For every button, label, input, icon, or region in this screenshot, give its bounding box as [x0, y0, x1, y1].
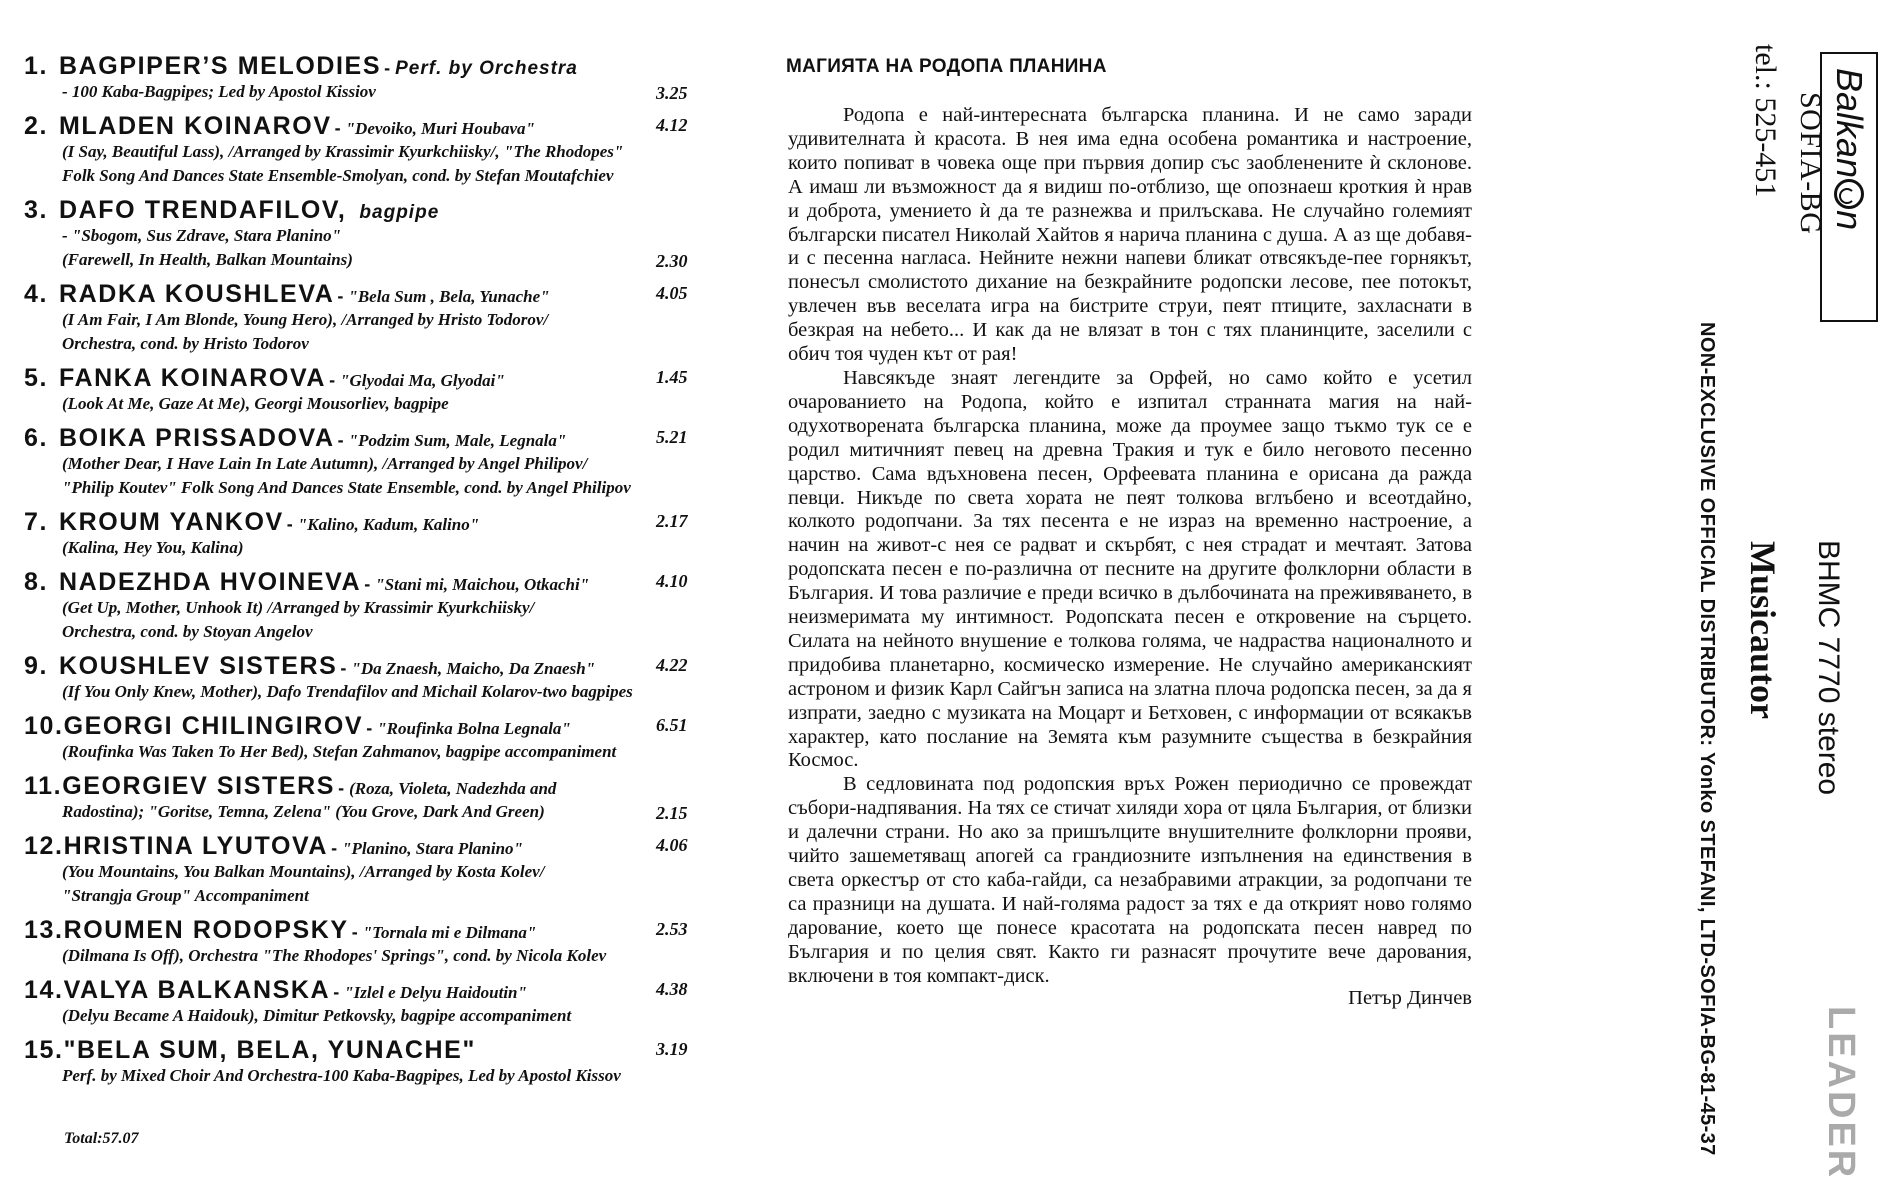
track-number: 10.	[24, 712, 64, 740]
track-title: (Roza, Violeta, Nadezhda and	[349, 779, 557, 798]
track-artist: HRISTINA LYUTOVA	[63, 832, 329, 860]
track-title: "Kalino, Kadum, Kalino"	[297, 515, 480, 534]
track-detail-text: (You Mountains, You Balkan Mountains), /Arranged by Kosta Kolev/	[62, 862, 545, 881]
track-separator: -	[337, 430, 344, 450]
track-separator	[346, 202, 359, 222]
track-duration: 5.21	[656, 427, 688, 447]
track-title: "Da Znaesh, Maicho, Da Znaesh"	[351, 659, 596, 678]
track-number: 13.	[24, 916, 64, 944]
track-detail-text: (Dilmana Is Off), Orchestra "The Rhodopes' Springs", cond. by Nicola Kolev	[62, 946, 607, 965]
track-detail-text: Radostina); "Goritse, Temna, Zelena" (You Grove, Dark And Green)	[62, 802, 545, 821]
logo-o-icon	[1834, 179, 1864, 209]
track-detail-text: (Look At Me, Gaze At Me), Georgi Mousorliev, bagpipe	[62, 394, 449, 413]
track-separator: -	[337, 286, 344, 306]
track-item	[24, 652, 704, 706]
track-detail	[24, 310, 704, 334]
track-number: 15.	[24, 1036, 64, 1064]
track-duration: 3.25	[656, 83, 688, 103]
track-detail	[24, 226, 704, 250]
track-detail	[24, 946, 704, 970]
logo-text-start: Balkan	[1829, 68, 1870, 179]
track-separator: -	[334, 118, 341, 138]
track-duration: 4.06	[656, 835, 688, 855]
article-paragraph: В седловината под родопския връх Рожен периодично се провеждат събори-надпявания. На тях се стичат хиляди хора от цяла България, от близки и далечни страни. Но ако за пришълците внушителните фолклорни прояви, чийто зашеметяващ апогей са грандиозните изпълнения на единствения в света оркестър от сто каба-гайди, са незабравими атракции, за родопчани те са празници на душата. И най-голяма радост за тях е да открият ново голямо дарование, което ще понесе красотата на родопската песен навред по България и по целия свят. Както ги разнасят прочутите вече дарования, включени в тоя компакт-диск.	[788, 773, 1472, 987]
track-performer: Perf. by Orchestra	[395, 58, 578, 79]
track-artist: NADEZHDA HVOINEVA	[59, 568, 362, 596]
track-detail	[24, 802, 704, 826]
track-artist: BOIKA PRISSADOVA	[59, 424, 335, 452]
article-paragraph: Родопа е най-интересната българска планина. И не само заради удивителната ѝ красота. В нея има една особена романтика и настроение, които попиват в човека още при първия допир със заобленените ѝ склонове. А имаш ли възможност да я видиш по-отблизо, ще опознаеш кроткия ѝ нрав и доброта, умението ѝ да те разнежва и прилъскава. Не случайно големият български писател Николай Хайтов я нарича планина с душа. А аз ще добавя-и с песенна нагласа. Нейните нежни напеви бликат отвсякъде-пее горнякът, понесъл смолистото дихание на безкрайните родопски лесове, пее потокът, увлечен във веселата игра на бистрите струи, пеят птиците, захласнати в безкрая на небето... И как да не влязат в тон с тях планинците, заселили с обич тоя чуден кът от рая!	[788, 104, 1472, 366]
track-duration: 4.38	[656, 979, 688, 999]
track-item	[24, 364, 704, 418]
track-detail	[24, 886, 704, 910]
track-detail-text: "Philip Koutev" Folk Song And Dances State Ensemble, cond. by Angel Philipov	[62, 478, 631, 497]
track-item	[24, 916, 704, 970]
track-artist: FANKA KOINAROVA	[59, 364, 327, 392]
track-artist: RADKA KOUSHLEVA	[59, 280, 335, 308]
track-duration: 2.17	[656, 511, 688, 531]
track-title: "Stani mi, Maichou, Otkachi"	[375, 575, 590, 594]
track-detail	[24, 598, 704, 622]
track-duration: 2.30	[656, 251, 688, 271]
track-number: 3.	[24, 196, 49, 224]
track-artist: DAFO TRENDAFILOV,	[59, 196, 347, 224]
track-detail	[24, 742, 704, 766]
track-artist: ROUMEN RODOPSKY	[63, 916, 349, 944]
track-item	[24, 112, 704, 190]
track-detail-text: (Delyu Became A Haidouk), Dimitur Petkovsky, bagpipe accompaniment	[62, 1006, 572, 1025]
track-detail	[24, 82, 704, 106]
track-separator: -	[333, 982, 340, 1002]
track-detail	[24, 454, 704, 478]
track-separator: -	[340, 658, 347, 678]
track-detail-text: (Farewell, In Health, Balkan Mountains)	[62, 250, 353, 269]
article-title: МАГИЯТА НА РОДОПА ПЛАНИНА	[786, 56, 1107, 77]
track-detail	[24, 166, 704, 190]
track-number: 14.	[24, 976, 64, 1004]
track-number: 12.	[24, 832, 64, 860]
track-number: 5.	[24, 364, 49, 392]
leader-stamp: LEADER	[1820, 1006, 1862, 1181]
track-title: "Devoiko, Muri Houbava"	[345, 119, 535, 138]
track-artist: GEORGI CHILINGIROV	[63, 712, 364, 740]
track-detail-text: "Strangja Group" Accompaniment	[62, 886, 309, 905]
track-artist: VALYA BALKANSKA	[63, 976, 331, 1004]
track-detail-text: (I Am Fair, I Am Blonde, Young Hero), /Arranged by Hristo Todorov/	[62, 310, 549, 329]
track-detail-text: (I Say, Beautiful Lass), /Arranged by Krassimir Kyurkchiisky/, "The Rhodopes"	[62, 142, 624, 161]
track-duration: 6.51	[656, 715, 688, 735]
track-detail-text: - 100 Kaba-Bagpipes; Led by Apostol Kissiov	[62, 82, 376, 101]
track-artist: KOUSHLEV SISTERS	[59, 652, 338, 680]
distributor-line: NON-EXCLUSIVE OFFICIAL DISTRIBUTOR: Yonko STEFANI, LTD-SOFIA-BG-81-45-37	[1696, 322, 1718, 1156]
track-detail	[24, 142, 704, 166]
track-item	[24, 508, 704, 562]
track-item	[24, 976, 704, 1030]
article-signature: Петър Динчев	[1348, 986, 1472, 1009]
track-duration: 2.15	[656, 803, 688, 823]
track-separator: -	[364, 574, 371, 594]
track-number: 1.	[24, 52, 49, 80]
track-artist: BAGPIPER’S MELODIES	[59, 52, 382, 80]
track-title: "Bela Sum , Bela, Yunache"	[348, 287, 550, 306]
track-title: "Tornala mi e Dilmana"	[362, 923, 537, 942]
track-item	[24, 280, 704, 358]
track-item	[24, 52, 704, 106]
track-separator: -	[351, 922, 358, 942]
track-duration: 4.10	[656, 571, 688, 591]
track-number: 11.	[24, 772, 63, 800]
track-detail	[24, 1006, 704, 1030]
track-separator: -	[331, 838, 338, 858]
track-number: 2.	[24, 112, 49, 140]
logo-text-end: n	[1829, 210, 1870, 231]
track-duration: 4.22	[656, 655, 688, 675]
track-detail-text: Perf. by Mixed Choir And Orchestra-100 Kaba-Bagpipes, Led by Apostol Kissov	[62, 1066, 621, 1085]
track-title: "Roufinka Bolna Legnala"	[377, 719, 571, 738]
balkanton-logo	[1820, 52, 1878, 322]
track-item	[24, 424, 704, 502]
track-item	[24, 712, 704, 766]
publisher: Musicautor	[1743, 541, 1783, 719]
track-item	[24, 1036, 704, 1090]
catalog-number: ВНМС 7770 stereo	[1812, 540, 1845, 796]
track-detail	[24, 682, 704, 706]
track-artist: "BELA SUM, BELA, YUNACHE"	[63, 1036, 476, 1064]
track-duration: 2.53	[656, 919, 688, 939]
total-duration: Total:57.07	[64, 1130, 139, 1147]
track-list	[24, 52, 704, 1096]
track-performer: bagpipe	[359, 202, 440, 223]
track-artist: GEORGIEV SISTERS	[62, 772, 336, 800]
track-number: 4.	[24, 280, 49, 308]
track-artist: MLADEN KOINAROV	[59, 112, 332, 140]
track-detail	[24, 538, 704, 562]
track-number: 7.	[24, 508, 49, 536]
track-detail-text: (Mother Dear, I Have Lain In Late Autumn), /Arranged by Angel Philipov/	[62, 454, 588, 473]
track-detail	[24, 334, 704, 358]
article-paragraph: Навсякъде знаят легендите за Орфей, но само който е усетил очарованието на Родопа, който е изпитал странната магия на най-одухотворената българска планина, може да проумее защо тъкмо тук се е родил митичният певец на древна Тракия и тук е било неговото песенно царство. Сама вдъхновена песен, Орфеевата планина е орисана да ражда певци. Никъде по света хората не пеят толкова вглъбено и всеотдайно, колкото родопчани. За тях песента е не израз на временно настроение, а начин на живот-с нея се радват и скърбят, с нея страдат и мечтаят. Затова родопската песен е по-различна от песните на другите фолклорни области в България. И това различие е преди всичко в дълбочината на преживяването, в неизмеримата му интимност. Родопската песен е откровение на сърцето. Силата на нейното внушение е толкова голяма, че надраства националното и придобива планетарно, космическо измерение. Не случайно американският астроном и физик Карл Сайгън записа на златна плоча родопска песен, за да я изпрати, заедно с музиката на Моцарт и Бетховен, с информации от всякакъв характер, като послание на Земята към разумните същества в безкрайния Космос.	[788, 366, 1472, 772]
track-item	[24, 772, 704, 826]
track-title: "Planino, Stara Planino"	[342, 839, 523, 858]
track-detail	[24, 622, 704, 646]
track-artist: KROUM YANKOV	[59, 508, 284, 536]
track-detail	[24, 1066, 704, 1090]
track-separator: -	[329, 370, 336, 390]
track-item	[24, 568, 704, 646]
track-detail-text: (Kalina, Hey You, Kalina)	[62, 538, 244, 557]
track-detail-text: - "Sbogom, Sus Zdrave, Stara Planino"	[62, 226, 342, 245]
track-detail-text: (Get Up, Mother, Unhook It) /Arranged by Krassimir Kyurkchiisky/	[62, 598, 535, 617]
track-duration: 4.05	[656, 283, 688, 303]
track-title: "Glyodai Ma, Glyodai"	[340, 371, 505, 390]
track-detail	[24, 394, 704, 418]
telephone: tel.: 525-451	[1749, 44, 1782, 198]
track-duration: 3.19	[656, 1039, 688, 1059]
track-number: 9.	[24, 652, 49, 680]
track-detail-text: (If You Only Knew, Mother), Dafo Trendafilov and Michail Kolarov-two bagpipes	[62, 682, 633, 701]
track-detail	[24, 250, 704, 274]
city: SOFIA-BG	[1794, 92, 1827, 235]
article-body	[788, 104, 1472, 1010]
track-separator: -	[384, 58, 391, 78]
track-item	[24, 832, 704, 910]
track-detail	[24, 478, 704, 502]
track-duration: 1.45	[656, 367, 688, 387]
track-title: "Podzim Sum, Male, Legnala"	[348, 431, 567, 450]
track-detail-text: Folk Song And Dances State Ensemble-Smolyan, cond. by Stefan Moutafchiev	[62, 166, 614, 185]
track-title: "Izlel e Delyu Haidoutin"	[344, 983, 527, 1002]
track-separator: -	[366, 718, 373, 738]
track-detail-text: Orchestra, cond. by Stoyan Angelov	[62, 622, 313, 641]
track-number: 8.	[24, 568, 49, 596]
track-detail	[24, 862, 704, 886]
track-separator: -	[338, 778, 345, 798]
track-duration: 4.12	[656, 115, 688, 135]
track-separator: -	[286, 514, 293, 534]
track-detail-text: Orchestra, cond. by Hristo Todorov	[62, 334, 309, 353]
track-number: 6.	[24, 424, 49, 452]
track-detail-text: (Roufinka Was Taken To Her Bed), Stefan Zahmanov, bagpipe accompaniment	[62, 742, 617, 761]
track-item	[24, 196, 704, 274]
